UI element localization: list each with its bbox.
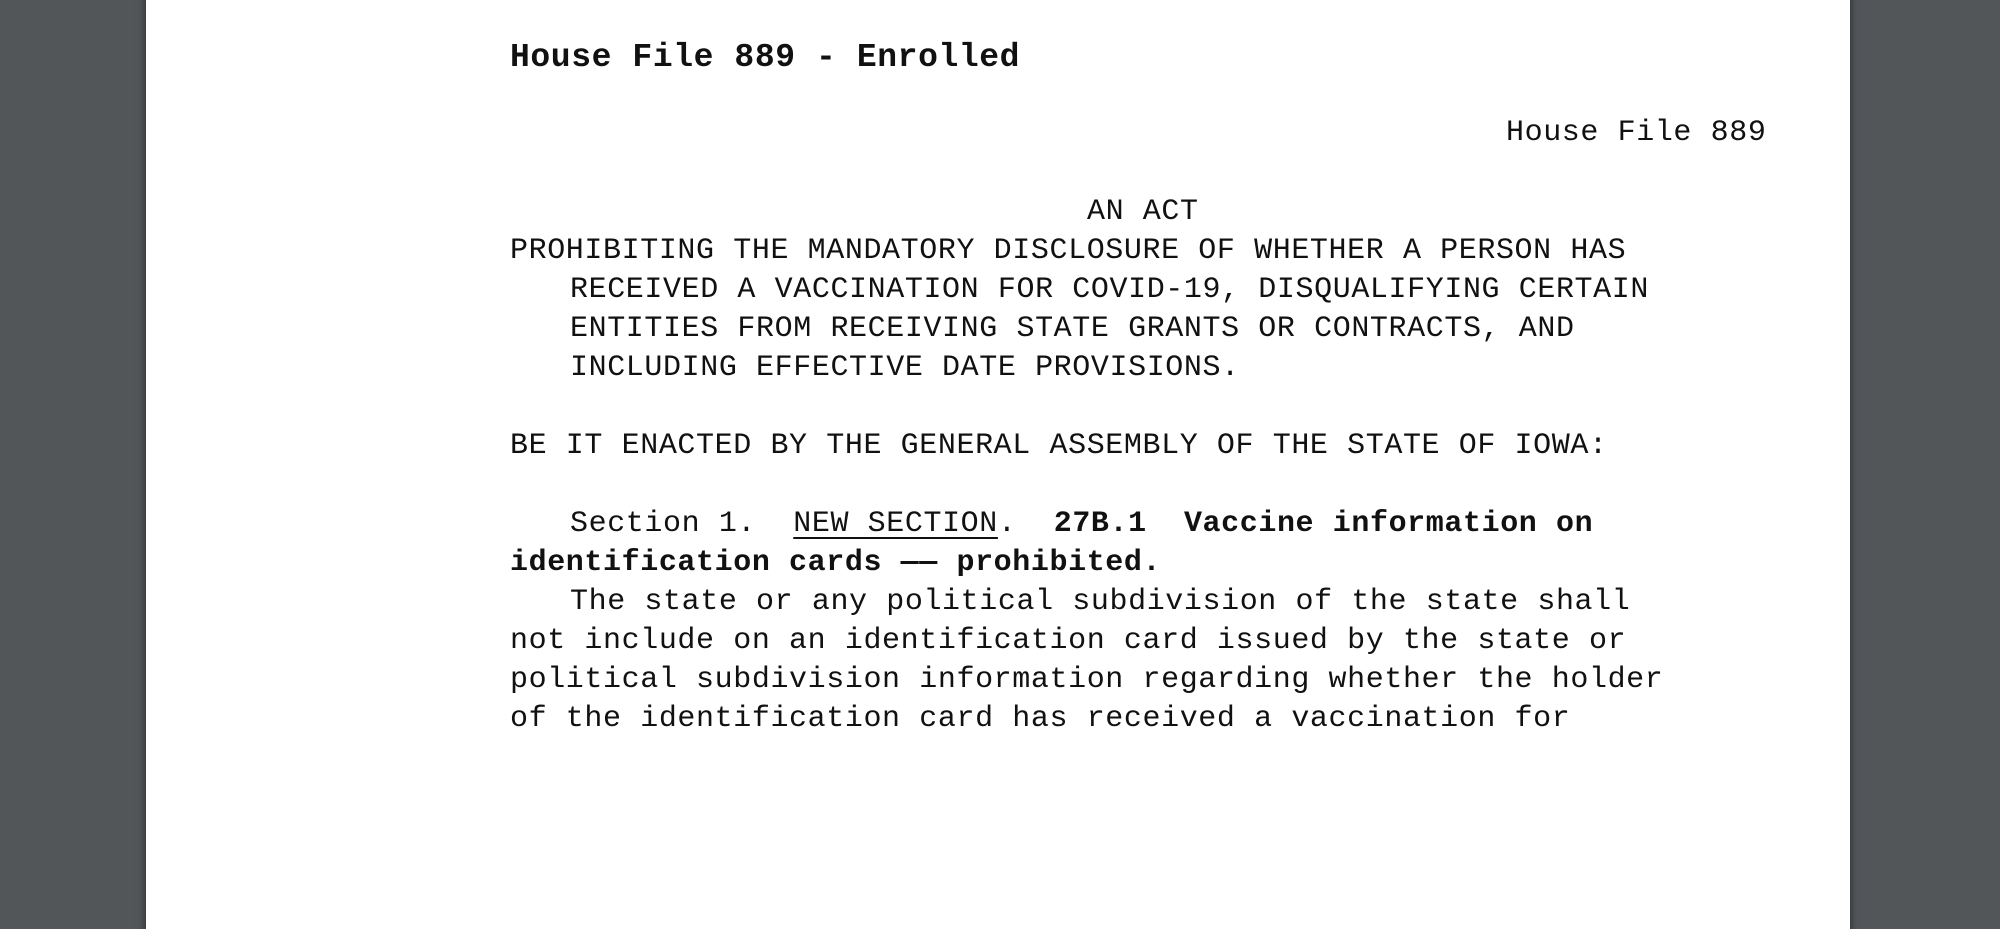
- new-section-marker: NEW SECTION: [793, 507, 998, 541]
- section-heading: [570, 509, 1593, 539]
- act-heading: AN ACT: [1087, 195, 1199, 229]
- document-page: [146, 0, 1850, 929]
- section-body-line: The state or any political subdivision of the state shall: [570, 585, 1631, 619]
- section-code-heading: 27B.1 Vaccine information on: [1053, 507, 1594, 541]
- act-title-line: ENTITIES FROM RECEIVING STATE GRANTS OR CONTRACTS, AND: [570, 312, 1575, 346]
- act-title-line: RECEIVED A VACCINATION FOR COVID-19, DISQUALIFYING CERTAIN: [570, 273, 1649, 307]
- document-header-title: House File 889 - Enrolled: [510, 39, 1021, 76]
- section-heading-continued: identification cards —— prohibited.: [510, 546, 1162, 580]
- act-title-line: INCLUDING EFFECTIVE DATE PROVISIONS.: [570, 351, 1240, 385]
- section-body-line: not include on an identification card issued by the state or: [510, 624, 1627, 658]
- section-period: .: [997, 507, 1017, 541]
- section-body-line: political subdivision information regarding whether the holder: [510, 663, 1664, 697]
- file-label: House File 889: [1506, 116, 1767, 150]
- act-title-line: PROHIBITING THE MANDATORY DISCLOSURE OF WHETHER A PERSON HAS: [510, 234, 1627, 268]
- enacting-clause: BE IT ENACTED BY THE GENERAL ASSEMBLY OF THE STATE OF IOWA:: [510, 429, 1608, 463]
- section-label: Section 1.: [570, 507, 757, 541]
- section-body-line: of the identification card has received a vaccination for: [510, 702, 1571, 736]
